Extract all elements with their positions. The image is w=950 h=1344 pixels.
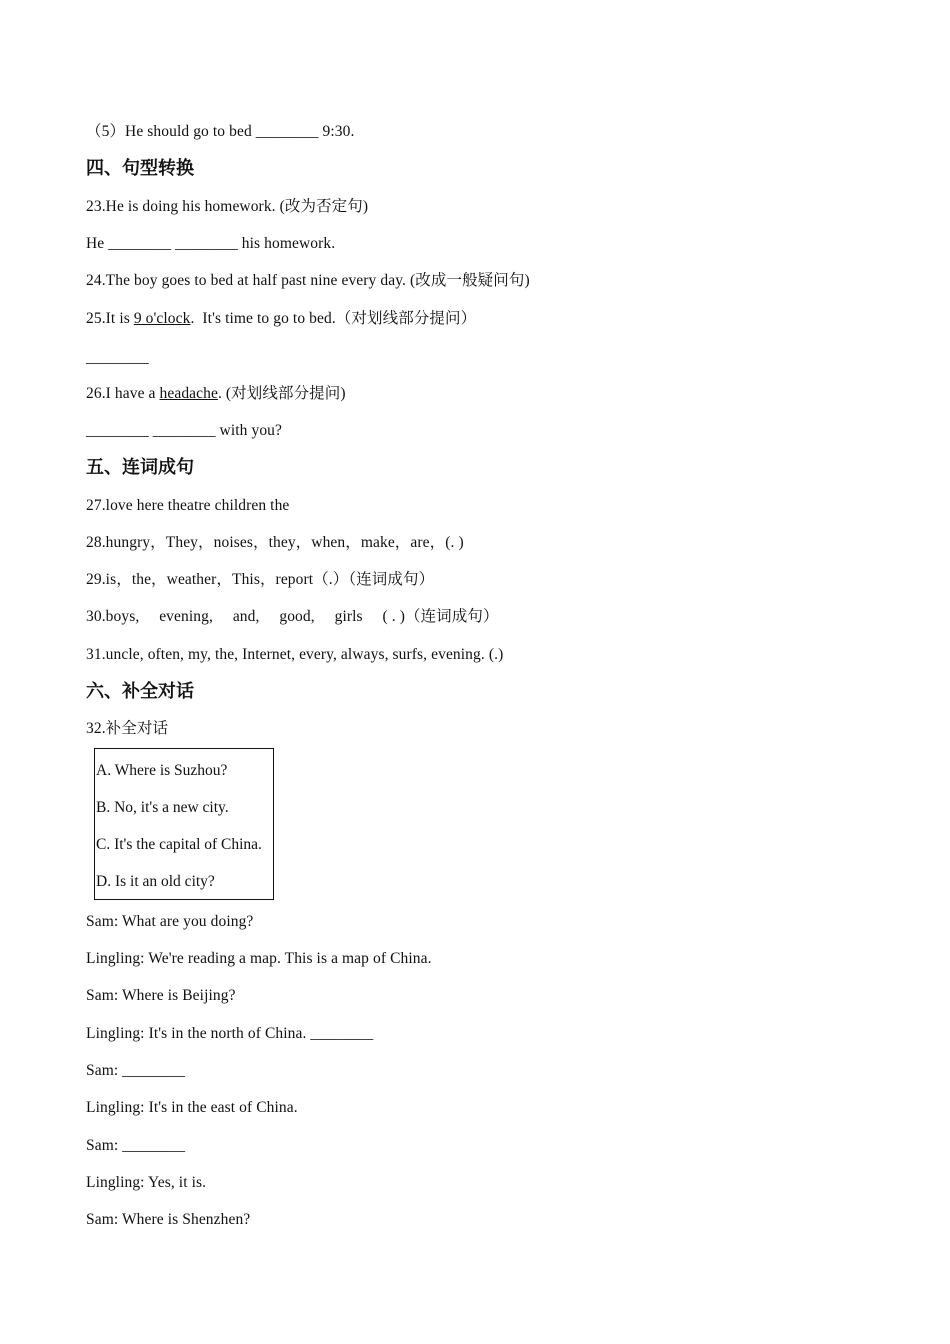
- question-26: 26.I have a headache. (对划线部分提问): [86, 385, 346, 402]
- question-24: 24.The boy goes to bed at half past nine every day. (改成一般疑问句): [86, 272, 530, 289]
- question-5: （5）He should go to bed ________ 9:30.: [86, 123, 355, 140]
- question-26-answer-line: ________ ________ with you?: [86, 422, 283, 439]
- dialogue-line: Lingling: It's in the north of China. ________: [86, 1025, 374, 1042]
- question-32: 32.补全对话: [86, 720, 169, 737]
- question-25: 25.It is 9 o'clock. It's time to go to bed.（对划线部分提问）: [86, 310, 477, 327]
- dialogue-line: Sam: ________: [86, 1062, 186, 1079]
- dialogue-line: Lingling: It's in the east of China.: [86, 1099, 298, 1116]
- dialogue-line: Sam: Where is Beijing?: [86, 987, 236, 1004]
- section-heading-6: 六、补全对话: [86, 681, 194, 702]
- question-30: 30.boys, evening, and, good, girls ( . )（连词成句）: [86, 608, 499, 625]
- question-25-answer-line: ________: [86, 349, 149, 366]
- option-b: B. No, it's a new city.: [96, 799, 229, 816]
- underlined-phrase: 9 o'clock: [133, 310, 191, 327]
- dialogue-line: Sam: Where is Shenzhen?: [86, 1211, 251, 1228]
- question-31: 31.uncle, often, my, the, Internet, every, always, surfs, evening. (.): [86, 646, 504, 663]
- question-28: 28.hungry，They，noises，they，when，make，are，(. ): [86, 534, 464, 551]
- question-23-answer-line: He ________ ________ his homework.: [86, 235, 336, 252]
- question-23: 23.He is doing his homework. (改为否定句): [86, 198, 369, 215]
- option-d: D. Is it an old city?: [96, 873, 215, 890]
- question-29: 29.is，the，weather，This，report（.）（连词成句）: [86, 571, 435, 588]
- dialogue-line: Sam: What are you doing?: [86, 913, 254, 930]
- dialogue-line: Lingling: Yes, it is.: [86, 1174, 207, 1191]
- question-27: 27.love here theatre children the: [86, 497, 290, 514]
- option-a: A. Where is Suzhou?: [96, 762, 228, 779]
- section-heading-5: 五、连词成句: [86, 457, 194, 478]
- section-heading-4: 四、句型转换: [86, 158, 194, 179]
- dialogue-line: Sam: ________: [86, 1137, 186, 1154]
- dialogue-line: Lingling: We're reading a map. This is a map of China.: [86, 950, 432, 967]
- option-c: C. It's the capital of China.: [96, 836, 262, 853]
- underlined-phrase: headache: [159, 385, 218, 402]
- options-box: [94, 748, 274, 900]
